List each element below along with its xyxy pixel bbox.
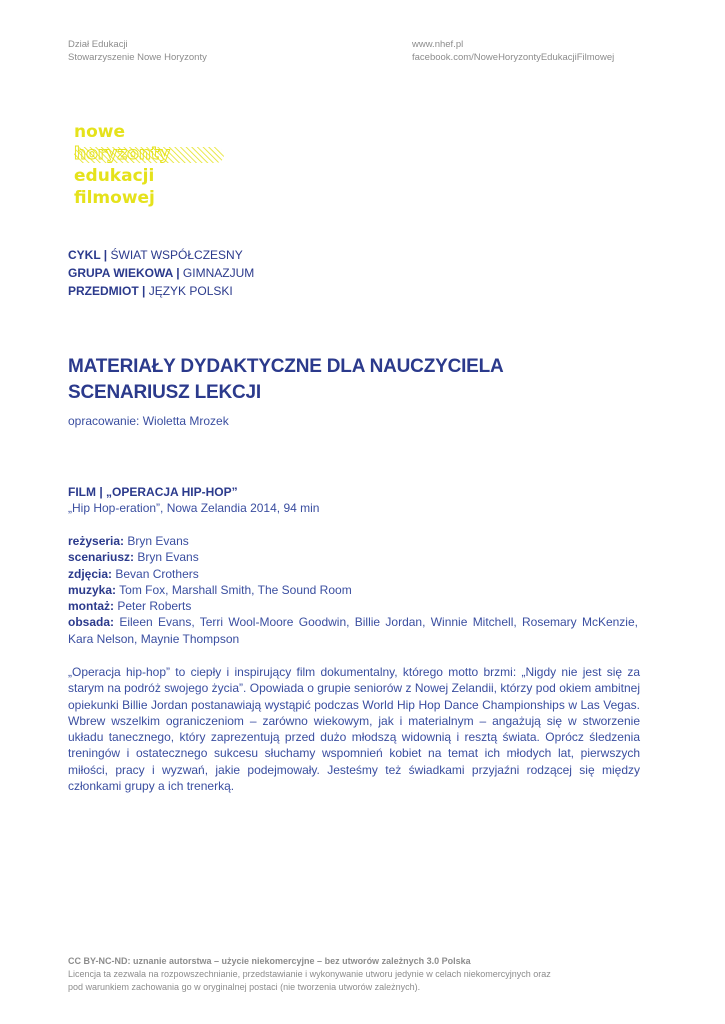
credit-rezyseria: reżyseria: Bryn Evans — [68, 534, 189, 548]
film-title: FILM | „OPERACJA HIP-HOP” — [68, 485, 238, 499]
lesson-metadata — [68, 246, 254, 300]
credit-muzyka: muzyka: Tom Fox, Marshall Smith, The Sound Room — [68, 582, 352, 597]
logo-line-filmowej: filmowej — [74, 188, 155, 208]
logo-line-edukacji: edukacji — [74, 166, 155, 186]
header-facebook: facebook.com/NoweHoryzontyEdukacjiFilmowej — [412, 52, 615, 63]
credit-zdjecia: zdjęcia: Bevan Crothers — [68, 566, 199, 581]
meta-cykl: CYKL | ŚWIAT WSPÓŁCZESNY — [68, 248, 243, 262]
header-right — [412, 38, 614, 64]
meta-grupa-wiekowa: GRUPA WIEKOWA | GIMNAZJUM — [68, 266, 255, 280]
film-credits — [68, 533, 638, 647]
credit-scenariusz: scenariusz: Bryn Evans — [68, 550, 199, 565]
film-info — [68, 484, 319, 516]
title-line-2: SCENARIUSZ LEKCJI — [68, 382, 261, 403]
document-title — [68, 354, 504, 406]
credit-obsada: obsada: Eileen Evans, Terri Wool-Moore Goodwin, Billie Jordan, Winnie Mitchell, Rosemary McKenzie, Kara Nelson, Maynie Thompson — [68, 615, 638, 646]
license-text-line-1: Licencja ta zezwala na rozpowszechnianie, przedstawianie i wykonywanie utworu jedynie w celach niekomercyjnych oraz — [68, 969, 551, 979]
license-footer — [68, 955, 648, 994]
header-left — [68, 38, 207, 64]
author-credit: opracowanie: Wioletta Mrozek — [68, 414, 229, 428]
header-website: www.nhef.pl — [412, 39, 464, 50]
film-subtitle: „Hip Hop-eration”, Nowa Zelandia 2014, 94 min — [68, 501, 320, 515]
license-title: CC BY-NC-ND: uznanie autorstwa – użycie niekomercyjne – bez utworów zależnych 3.0 Polska — [68, 956, 471, 966]
title-line-1: MATERIAŁY DYDAKTYCZNE DLA NAUCZYCIELA — [68, 356, 504, 377]
nowe-horyzonty-logo — [68, 120, 228, 210]
logo-line-horyzonty: horyzonty — [74, 144, 171, 164]
logo-line-nowe: nowe — [74, 122, 126, 142]
film-synopsis: „Operacja hip-hop” to ciepły i inspirujący film dokumentalny, którego motto brzmi: „Nigdy nie jest się za starym na podróż swojego życia”. Opowiada o grupie seniorów z Nowej Zelandii, którzy pod okiem ambitnej opiekunki Billie Jordan postanawiają wystąpić podczas World Hip Hop Dance Championships w Las Vegas. Wbrew wszelkim ograniczeniom – zarówno wiekowym, jak i materialnym – angażują się w stworzenie układu tanecznego, który zaprezentują przed dużo młodszą widownią i resztą świata. Oprócz śledzenia treningów i ostatecznego sukcesu słuchamy wspomnień kobiet na temat ich młodych lat, pierwszych miłości, pracy i wyzwań, jakie podejmowały. Jesteśmy też świadkami przyjaźni rodzącej się między członkami grupy a ich trenerką. — [68, 665, 640, 794]
header-organization: Stowarzyszenie Nowe Horyzonty — [68, 52, 207, 63]
meta-przedmiot: PRZEDMIOT | JĘZYK POLSKI — [68, 284, 233, 298]
header-department: Dział Edukacji — [68, 39, 128, 50]
credit-montaz: montaż: Peter Roberts — [68, 599, 192, 614]
license-text-line-2: pod warunkiem zachowania go w oryginalnej postaci (nie tworzenia utworów zależnych). — [68, 982, 421, 992]
